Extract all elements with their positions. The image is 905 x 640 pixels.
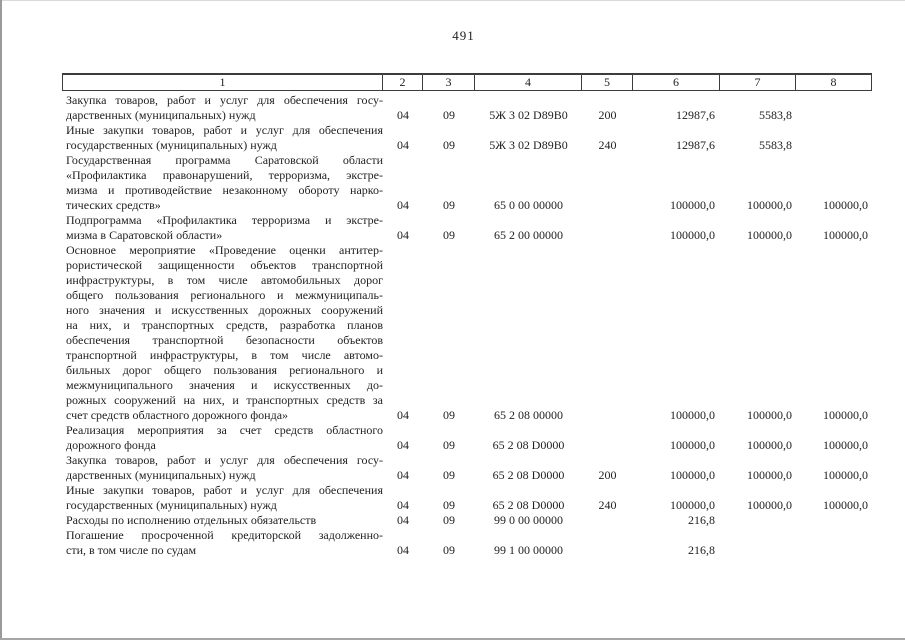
row-label-line: обеспечения транспортной безопасности объектов: [66, 333, 383, 347]
cell-col4: 65 2 00 00000: [494, 228, 563, 242]
cell-col7: 100000,0: [747, 498, 792, 512]
table-row: [62, 483, 872, 513]
table-row: [62, 423, 872, 453]
cell-col7: 5583,8: [759, 108, 792, 122]
cell-col2: 04: [397, 513, 409, 527]
row-label-line: мизма и противодействие незаконному обороту нарко-: [66, 183, 383, 197]
cell-col3: 09: [443, 468, 455, 482]
table-header: [62, 73, 872, 91]
row-label-line: Закупка товаров, работ и услуг для обеспечения госу-: [66, 453, 383, 467]
cell-col6: 12987,6: [676, 138, 715, 152]
cell-col4: 5Ж 3 02 D89B0: [489, 138, 568, 152]
cell-col2: 04: [397, 198, 409, 212]
cell-col2: 04: [397, 108, 409, 122]
row-label: [62, 93, 383, 123]
cell-col8: 100000,0: [823, 228, 868, 242]
header-cell: 4: [474, 75, 581, 90]
cell-col6: 100000,0: [670, 228, 715, 242]
row-label-line: Закупка товаров, работ и услуг для обеспечения госу-: [66, 93, 383, 107]
row-label: [62, 213, 383, 243]
row-label-line: тических средств»: [66, 198, 161, 212]
cell-col2: 04: [397, 468, 409, 482]
row-label-line: Основное мероприятие «Проведение оценки антитер-: [66, 243, 383, 257]
row-label: [62, 153, 383, 213]
table-row: [62, 243, 872, 423]
cell-col5: 200: [598, 108, 617, 122]
table-body: [62, 93, 872, 558]
header-cell: 5: [581, 75, 632, 90]
cell-col2: 04: [397, 438, 409, 452]
cell-col5: 200: [598, 468, 617, 482]
cell-col4: 5Ж 3 02 D89B0: [489, 108, 568, 122]
cell-col7: 100000,0: [747, 438, 792, 452]
cell-col2: 04: [397, 138, 409, 152]
row-label-line: Иные закупки товаров, работ и услуг для обеспечения: [66, 123, 383, 137]
cell-col3: 09: [443, 438, 455, 452]
row-label-line: дарственных (муниципальных) нужд: [66, 108, 256, 122]
row-label: [62, 243, 383, 423]
cell-col7: 5583,8: [759, 138, 792, 152]
cell-col2: 04: [397, 543, 409, 557]
row-label: [62, 483, 383, 513]
page-edge-left: [0, 0, 2, 640]
cell-col2: 04: [397, 498, 409, 512]
cell-col5: 240: [598, 498, 617, 512]
table-row: [62, 453, 872, 483]
row-label: [62, 123, 383, 153]
row-label-line: Государственная программа Саратовской области: [66, 153, 383, 167]
cell-col8: 100000,0: [823, 198, 868, 212]
cell-col6: 12987,6: [676, 108, 715, 122]
table-row: [62, 123, 872, 153]
row-label-line: на них, и транспортных средств, разработка планов: [66, 318, 383, 332]
row-label-line: мизма в Саратовской области»: [66, 228, 223, 242]
row-label-line: бильных дорог общего пользования регионального и: [66, 363, 383, 377]
budget-table: [62, 73, 872, 558]
cell-col8: 100000,0: [823, 498, 868, 512]
cell-col3: 09: [443, 543, 455, 557]
cell-col6: 100000,0: [670, 438, 715, 452]
cell-col4: 65 2 08 00000: [494, 408, 563, 422]
cell-col6: 100000,0: [670, 498, 715, 512]
row-label-line: межмуниципального значения и искусственных до-: [66, 378, 383, 392]
cell-col2: 04: [397, 408, 409, 422]
cell-col3: 09: [443, 108, 455, 122]
cell-col3: 09: [443, 228, 455, 242]
table-row: [62, 528, 872, 558]
header-cell: 6: [632, 75, 719, 90]
row-label-line: транспортной инфраструктуры, в том числе автомо-: [66, 348, 383, 362]
cell-col7: 100000,0: [747, 468, 792, 482]
cell-col3: 09: [443, 138, 455, 152]
row-label-line: Погашение просроченной кредиторской задолженно-: [66, 528, 383, 542]
row-label: [62, 453, 383, 483]
header-cell: 2: [382, 75, 422, 90]
header-cell: 8: [795, 75, 871, 90]
cell-col4: 65 2 08 D0000: [492, 498, 565, 512]
row-label-line: рожных сооружений на них, и транспортных средств за: [66, 393, 383, 407]
row-label-line: Иные закупки товаров, работ и услуг для обеспечения: [66, 483, 383, 497]
cell-col8: 100000,0: [823, 438, 868, 452]
header-cell: 3: [422, 75, 474, 90]
row-label: [62, 423, 383, 453]
row-label-line: «Профилактика правонарушений, терроризма, экстре-: [66, 168, 383, 182]
cell-col7: 100000,0: [747, 408, 792, 422]
row-label-line: Расходы по исполнению отдельных обязательств: [66, 513, 317, 527]
row-label-line: дорожного фонда: [66, 438, 156, 452]
row-label-line: общего пользования регионального и межмуниципаль-: [66, 288, 383, 302]
row-label-line: Реализация мероприятия за счет средств областного: [66, 423, 383, 437]
row-label-line: дарственных (муниципальных) нужд: [66, 468, 256, 482]
cell-col4: 65 2 08 D0000: [492, 438, 565, 452]
cell-col8: 100000,0: [823, 408, 868, 422]
cell-col8: 100000,0: [823, 468, 868, 482]
page-number: 491: [452, 28, 475, 43]
cell-col4: 65 2 08 D0000: [492, 468, 565, 482]
cell-col5: 240: [598, 138, 617, 152]
header-cell: 1: [219, 75, 226, 89]
cell-col6: 216,8: [688, 513, 715, 527]
row-label-line: государственных (муниципальных) нужд: [66, 498, 277, 512]
table-row: [62, 93, 872, 123]
cell-col6: 216,8: [688, 543, 715, 557]
cell-col4: 99 1 00 00000: [494, 543, 563, 557]
cell-col4: 65 0 00 00000: [494, 198, 563, 212]
cell-col6: 100000,0: [670, 408, 715, 422]
table-row: [62, 153, 872, 213]
cell-col3: 09: [443, 513, 455, 527]
cell-col3: 09: [443, 498, 455, 512]
cell-col4: 99 0 00 00000: [494, 513, 563, 527]
cell-col2: 04: [397, 228, 409, 242]
cell-col6: 100000,0: [670, 198, 715, 212]
table-row: [62, 513, 872, 528]
row-label: [62, 513, 383, 528]
cell-col6: 100000,0: [670, 468, 715, 482]
row-label: [62, 528, 383, 558]
row-label-line: рористической защищенности объектов транспортной: [66, 258, 383, 272]
cell-col7: 100000,0: [747, 198, 792, 212]
cell-col7: 100000,0: [747, 228, 792, 242]
cell-col3: 09: [443, 198, 455, 212]
row-label-line: счет средств областного дорожного фонда»: [66, 408, 289, 422]
cell-col3: 09: [443, 408, 455, 422]
page-edge-top: [0, 0, 905, 1]
row-label-line: ного значения и искусственных дорожных сооружений: [66, 303, 383, 317]
row-label-line: инфраструктуры, в том числе автомобильных дорог: [66, 273, 383, 287]
row-label-line: сти, в том числе по судам: [66, 543, 197, 557]
row-label-line: Подпрограмма «Профилактика терроризма и экстре-: [66, 213, 383, 227]
table-row: [62, 213, 872, 243]
row-label-line: государственных (муниципальных) нужд: [66, 138, 277, 152]
header-cell: 7: [719, 75, 795, 90]
